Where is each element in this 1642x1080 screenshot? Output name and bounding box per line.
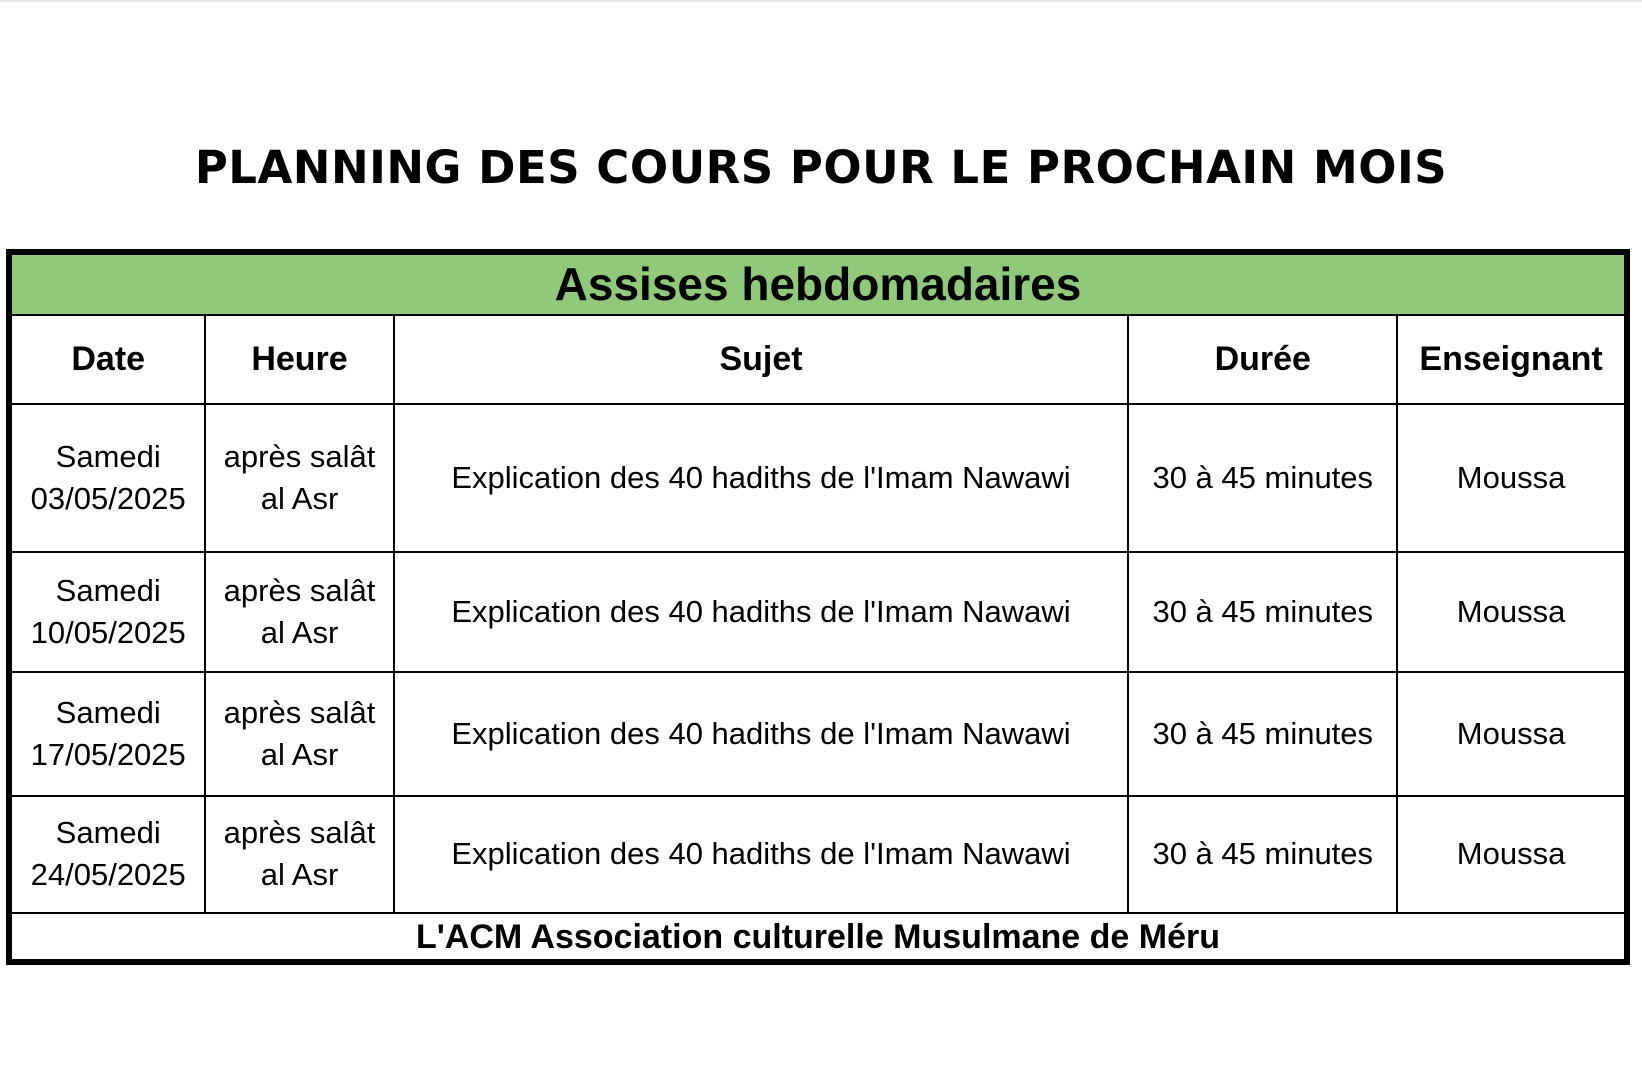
heure-line-2: al Asr	[260, 736, 339, 772]
heure-line-1: après salât	[223, 694, 376, 730]
enseignant-cell: Moussa	[1397, 796, 1625, 914]
day-label: Samedi	[55, 573, 161, 609]
heure-cell	[205, 672, 393, 796]
table-row	[11, 672, 1625, 796]
date-value: 17/05/2025	[30, 736, 186, 772]
heure-line-1: après salât	[223, 439, 376, 475]
table-row	[11, 404, 1625, 552]
date-value: 24/05/2025	[30, 857, 186, 893]
sujet-cell: Explication des 40 hadiths de l'Imam Nawawi	[394, 552, 1129, 672]
date-cell	[11, 552, 205, 672]
enseignant-cell: Moussa	[1397, 552, 1625, 672]
sujet-cell: Explication des 40 hadiths de l'Imam Nawawi	[394, 404, 1129, 552]
duree-cell: 30 à 45 minutes	[1128, 404, 1397, 552]
schedule-table	[6, 249, 1630, 965]
enseignant-cell: Moussa	[1397, 404, 1625, 552]
heure-line-2: al Asr	[260, 481, 339, 517]
table-row	[11, 796, 1625, 914]
day-label: Samedi	[55, 694, 161, 730]
day-label: Samedi	[55, 439, 161, 475]
sujet-cell: Explication des 40 hadiths de l'Imam Nawawi	[394, 672, 1129, 796]
header-date: Date	[11, 315, 205, 404]
page-title: PLANNING DES COURS POUR LE PROCHAIN MOIS	[194, 141, 1448, 194]
header-duree: Durée	[1128, 315, 1397, 404]
header-heure: Heure	[205, 315, 393, 404]
table-footer: L'ACM Association culturelle Musulmane de Méru	[11, 913, 1625, 960]
heure-line-1: après salât	[223, 573, 376, 609]
top-divider	[0, 0, 1642, 2]
header-enseignant: Enseignant	[1397, 315, 1625, 404]
enseignant-cell: Moussa	[1397, 672, 1625, 796]
heure-cell	[205, 796, 393, 914]
header-sujet: Sujet	[394, 315, 1129, 404]
heure-cell	[205, 404, 393, 552]
date-value: 10/05/2025	[30, 615, 186, 651]
duree-cell: 30 à 45 minutes	[1128, 796, 1397, 914]
heure-line-2: al Asr	[260, 857, 339, 893]
day-label: Samedi	[55, 815, 161, 851]
heure-line-2: al Asr	[260, 615, 339, 651]
date-cell	[11, 672, 205, 796]
duree-cell: 30 à 45 minutes	[1128, 552, 1397, 672]
table-row	[11, 552, 1625, 672]
heure-line-1: après salât	[223, 815, 376, 851]
date-value: 03/05/2025	[30, 481, 186, 517]
date-cell	[11, 404, 205, 552]
heure-cell	[205, 552, 393, 672]
sujet-cell: Explication des 40 hadiths de l'Imam Nawawi	[394, 796, 1129, 914]
table-banner: Assises hebdomadaires	[11, 254, 1625, 315]
header-row	[11, 315, 1625, 404]
duree-cell: 30 à 45 minutes	[1128, 672, 1397, 796]
date-cell	[11, 796, 205, 914]
